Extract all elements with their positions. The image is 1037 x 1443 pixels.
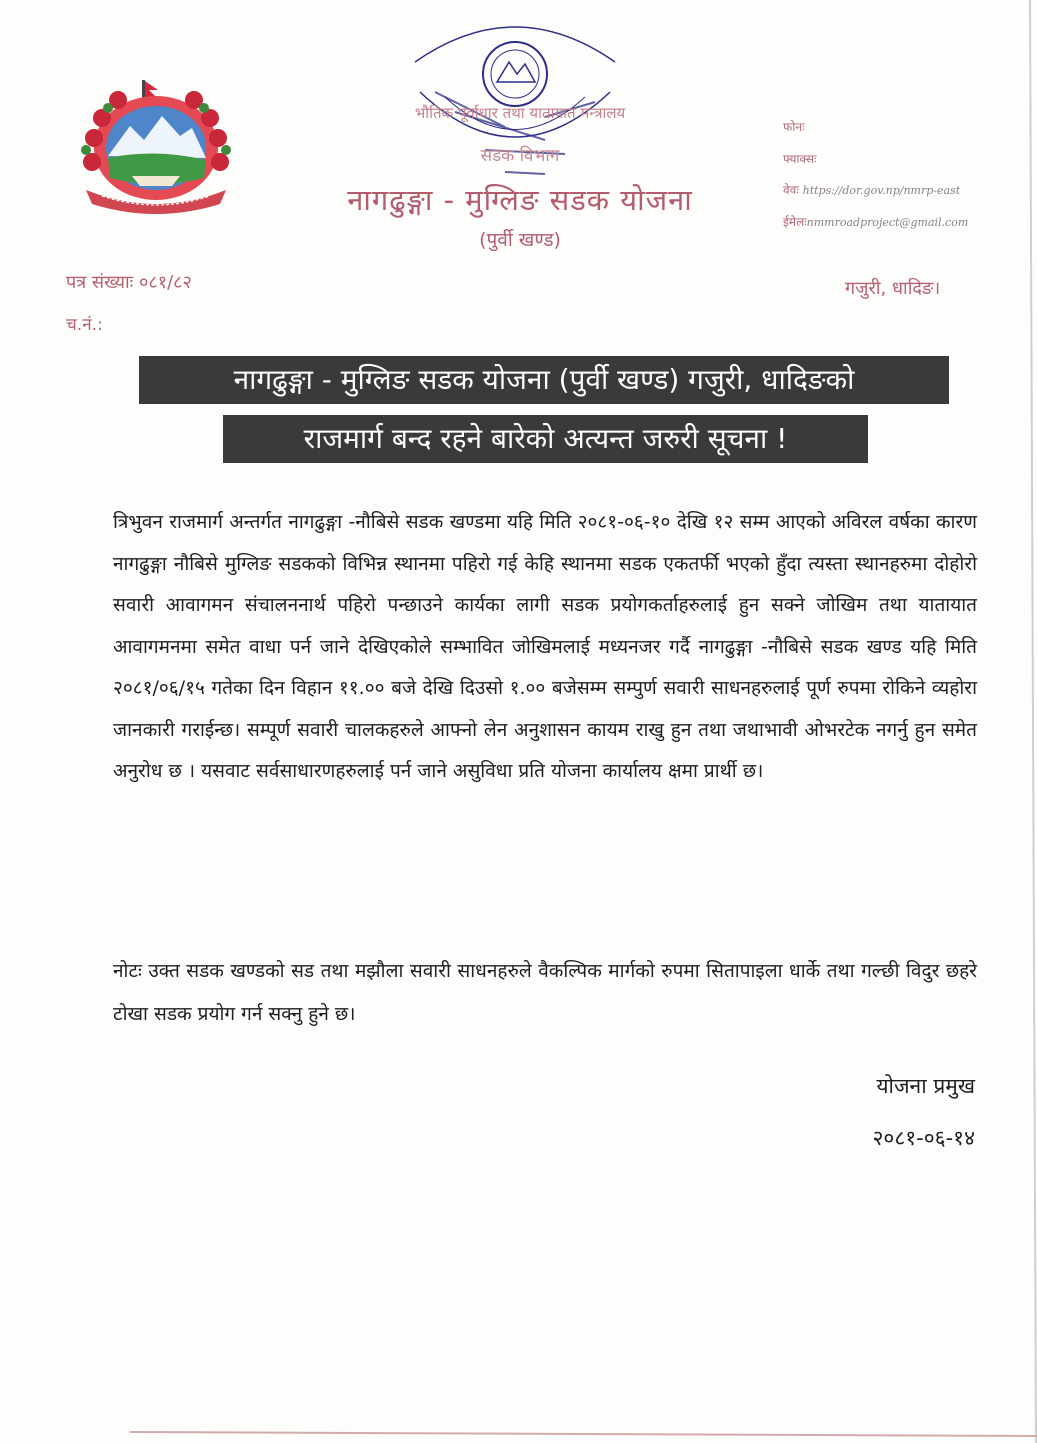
notice-title-line2: राजमार्ग बन्द रहने बारेको अत्यन्त जरुरी सूचना !: [223, 415, 868, 463]
web-line: [783, 181, 960, 198]
notice-body: त्रिभुवन राजमार्ग अन्तर्गत नागढुङ्गा -नौबिसे सडक खण्डमा यहि मिति २०८१-०६-१० देखि १२ सम्म आएको अविरल वर्षका कारण नागढुङ्गा नौबिसे मुग्लिङ सडकको विभिन्न स्थानमा पहिरो गई केहि स्थानमा सडक एकतर्फी भएको हुँदा त्यस्ता स्थानहरुमा दोहोरो सवारी आवागमन संचालननार्थ पहिरो पन्छाउने कार्यका लागी सडक प्रयोगकर्ताहरुलाई हुन सक्ने जोखिम तथा यातायात आवागमनमा समेत वाधा पर्न जाने देखिएकोले सम्भावित जोखिमलाई मध्यनजर गर्दै नागढुङ्गा -नौबिसे सडक खण्ड यहि मिति २०८१/०६/१५ गतेका दिन विहान ११.०० बजे देखि दिउसो १.०० बजेसम्म सम्पुर्ण सवारी साधनहरुलाई पूर्ण रुपमा रोकिने व्यहोरा जानकारी गराईन्छ। सम्पूर्ण सवारी चालकहरुले आफ्नो लेन अनुशासन कायम राखु हुन तथा जथाभावी ओभरटेक नगर्नु हुन समेत अनुरोध छ । यसवाट सर्वसाधारणहरुलाई पर्न जाने असुविधा प्रति योजना कार्यालय क्षमा प्रार्थी छ।: [113, 511, 977, 782]
web-label: वेवः: [783, 183, 799, 197]
dispatch-number: च.नं.:: [66, 315, 103, 335]
phone-label: फोनः: [783, 120, 805, 134]
web-url: https://dor.gov.np/nmrp-east: [802, 184, 961, 197]
department-name: सडक विभाग: [480, 146, 560, 166]
office-location: गजुरी, धादिङ।: [845, 278, 941, 299]
phone-line: [783, 118, 804, 135]
project-title: नागढुङ्गा - मुग्लिङ सडक योजना: [347, 183, 693, 217]
email-address: nmmroadproject@gmail.com: [806, 216, 969, 229]
notice-date: २०८१-०६-१४: [872, 1126, 975, 1150]
email-line: [783, 213, 968, 230]
project-subtitle: (पुर्वी खण्ड): [479, 229, 561, 251]
letter-number: पत्र संख्याः ०८१/८२: [66, 272, 192, 293]
notice-title-line1: नागढुङ्गा - मुग्लिङ सडक योजना (पुर्वी खण्ड) गजुरी, धादिङको: [139, 356, 949, 404]
nepal-emblem-icon: [72, 78, 240, 220]
fax-line: [783, 150, 817, 167]
fax-label: फ्याक्सः: [783, 152, 817, 166]
signatory-designation: योजना प्रमुख: [876, 1074, 975, 1098]
email-label: ईमेलः: [783, 215, 807, 229]
ministry-name: भौतिक पूर्वाधार तथा यातायात मन्त्रालय: [414, 104, 626, 122]
notice-note: नोटः उक्त सडक खण्डको सड तथा मझौला सवारी साधनहरुले वैकल्पिक मार्गको रुपमा सितापाइला धार्के तथा गल्छी विदुर छहरे टोखा सडक प्रयोग गर्न सक्नु हुने छ।: [113, 960, 977, 1025]
